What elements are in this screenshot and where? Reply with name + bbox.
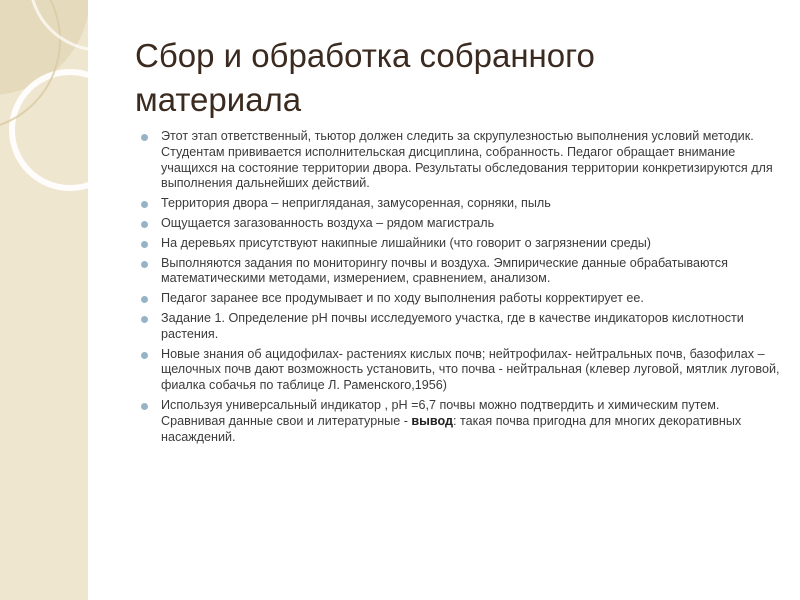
list-item [140, 311, 780, 343]
list-item [140, 347, 780, 394]
bullet-icon [141, 134, 148, 141]
list-item-text: Выполняются задания по мониторингу почвы и воздуха. Эмпирические данные обрабатываются математическими методами, измерением, сравнением, анализом. [161, 255, 728, 286]
bullet-icon [141, 241, 148, 248]
bullet-icon [141, 221, 148, 228]
list-item-text: Территория двора – непригляданая, замусоренная, сорняки, пыль [161, 196, 551, 211]
list-item-text: Ощущается загазованность воздуха – рядом магистраль [161, 215, 495, 230]
bullet-icon [141, 316, 148, 323]
decorative-circles [0, 0, 88, 600]
list-item-text-after: : такая почва пригодна для многих декоративных насаждений. [161, 413, 742, 444]
bullet-icon [141, 352, 148, 359]
list-item-text: На деревьях присутствуют накипные лишайники (что говорит о загрязнении среды) [161, 235, 652, 250]
conclusion-keyword: вывод [411, 413, 453, 428]
list-item [140, 236, 780, 252]
list-item-text: Используя универсальный индикатор , рН =6,7 почвы можно подтвердить и химическим путем. Сравнивая данные свои и литературные - [161, 397, 720, 428]
bullet-icon [141, 296, 148, 303]
list-item [140, 216, 780, 232]
bullet-icon [141, 403, 148, 410]
list-item-text: Этот этап ответственный, тьютор должен следить за скрупулезностью выполнения условий методик. Студентам прививается исполнительская дисциплина, собранность. Педагог обращает внимание учащихся на состояние территории двора. Результаты обследования территории конкретизируются для выполнения дальнейших действий. [161, 129, 773, 191]
list-item-text: Задание 1. Определение рН почвы исследуемого участка, где в качестве индикаторов кислотности растения. [161, 310, 744, 341]
list-item [140, 256, 780, 288]
bullet-icon [141, 261, 148, 268]
list-item [140, 291, 780, 307]
slide-title: Сбор и обработка собранного материала [135, 37, 595, 118]
decorative-left-band [0, 0, 88, 600]
bullet-icon [141, 201, 148, 208]
list-item-text: Новые знания об ацидофилах- растениях кислых почв; нейтрофилах- нейтральных почв, базофилах –щелочных почв дают возможность установить, что почва - нейтральная (клевер луговой, мятлик луговой, фиалка собачья по таблице Л. Раменского,1956) [161, 346, 780, 393]
list-item [140, 196, 780, 212]
bullet-list [140, 129, 780, 449]
list-item [140, 129, 780, 192]
list-item-text: Педагог заранее все продумывает и по ходу выполнения работы корректирует ее. [161, 291, 644, 306]
list-item [140, 398, 780, 445]
